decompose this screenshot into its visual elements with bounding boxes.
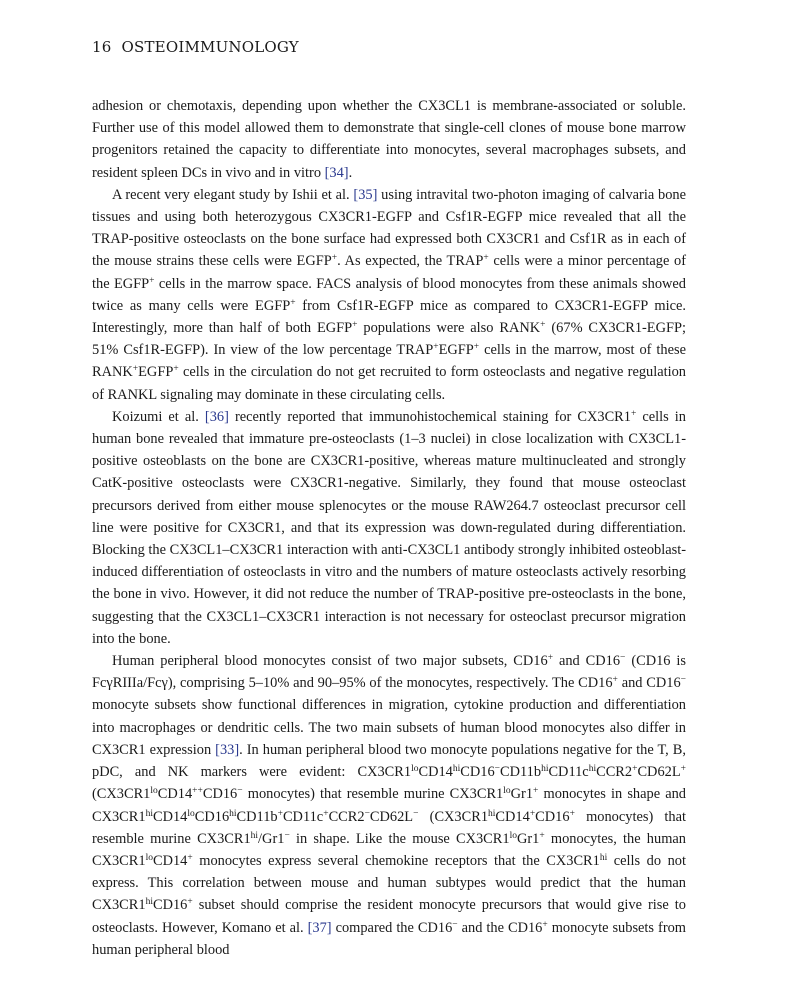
superscript: hi — [145, 808, 153, 819]
superscript: + — [173, 364, 179, 375]
text-run: CD14 — [418, 764, 453, 781]
text-run: (CX3CR1 — [418, 808, 489, 825]
superscript: − — [413, 808, 419, 819]
superscript: + — [352, 320, 358, 331]
text-run: CD14 — [152, 852, 188, 869]
text-run: CD11c — [282, 808, 324, 825]
citation-link[interactable]: [35] — [353, 186, 378, 203]
citation-link[interactable]: [37] — [307, 919, 332, 936]
text-run: CD16 — [152, 897, 188, 914]
text-run: in shape. Like the mouse CX3CR1 — [289, 830, 510, 847]
superscript: − — [284, 830, 290, 841]
text-run: monocyte subsets show functional differences in migration, cytokine production and differentiation into macrophages or dendritic cells. The two main subsets of human blood monocytes also differ in CX3CR1 expression — [92, 697, 686, 758]
text-run: and CD16 — [617, 675, 681, 692]
citation-link[interactable]: [36] — [204, 408, 229, 425]
superscript: lo — [503, 786, 511, 797]
text-run: subset should comprise the resident monocyte precursors that would give rise to osteoclasts. However, Komano et al. — [92, 897, 686, 936]
superscript: − — [452, 919, 458, 930]
superscript: hi — [588, 764, 597, 775]
text-run: Human peripheral blood monocytes consist of two major subsets, CD16 — [112, 653, 548, 670]
text-run: CD16 — [202, 786, 238, 803]
superscript: + — [632, 764, 638, 775]
text-run: . As expected, the TRAP — [337, 253, 484, 270]
text-run: monocyte subsets from human peripheral blood — [92, 919, 686, 958]
text-run: CD62L — [637, 764, 681, 781]
paragraph-1 — [92, 95, 686, 184]
text-run: CCR2 — [328, 808, 365, 825]
superscript: − — [364, 808, 370, 819]
text-run: Koizumi et al. — [112, 408, 205, 425]
superscript: hi — [452, 764, 461, 775]
text-run: monocytes express several chemokine receptors that the CX3CR1 — [192, 852, 600, 869]
text-run: recently reported that immunohistochemical staining for CX3CR1 — [228, 408, 631, 425]
text-run: populations were also RANK — [357, 320, 541, 337]
text-run: monocytes) that resemble murine CX3CR1 — [242, 786, 504, 803]
superscript: + — [569, 808, 575, 819]
superscript: + — [149, 275, 155, 286]
paragraph-4 — [92, 650, 686, 961]
superscript: − — [237, 786, 243, 797]
superscript: lo — [187, 808, 195, 819]
superscript: hi — [145, 897, 153, 908]
superscript: + — [433, 342, 439, 353]
running-head-title: OSTEOIMMUNOLOGY — [121, 38, 299, 56]
superscript: lo — [145, 852, 153, 863]
text-run: . In human peripheral blood two monocyte populations negative for the T, B, pDC, and NK markers were evident: CX3CR1 — [92, 741, 686, 781]
text-run: (67% CX3CR1-EGFP; 51% Csf1R-EGFP). In view of the low percentage TRAP — [92, 320, 686, 359]
superscript: hi — [250, 830, 259, 841]
superscript: hi — [541, 764, 549, 775]
text-run: Gr1 — [516, 830, 540, 847]
text-run: compared the CD16 — [331, 919, 453, 936]
text-run: monocytes) that resemble murine CX3CR1 — [92, 808, 687, 847]
paragraph-3 — [92, 406, 686, 650]
text-run: (CX3CR1 — [92, 786, 151, 803]
superscript: lo — [411, 764, 419, 775]
superscript: + — [612, 675, 618, 686]
text-run: CD14 — [152, 808, 188, 825]
text-run: EGFP — [138, 364, 174, 381]
body-text — [92, 95, 686, 961]
text-run: CD11c — [548, 764, 589, 781]
page-number: 16 — [92, 38, 112, 56]
text-run: CD11b — [236, 808, 278, 825]
text-run: CD14 — [157, 786, 193, 803]
superscript: + — [290, 297, 296, 308]
superscript: + — [187, 897, 193, 908]
text-run: (CD16 is FcγRIIIa/Fcγ), comprising 5–10% and 90–95% of the monocytes, respectively. The CD16 — [92, 653, 687, 692]
text-run: . — [348, 164, 353, 181]
superscript: + — [539, 830, 545, 841]
text-run: CD62L — [369, 808, 414, 825]
text-run: Gr1 — [510, 786, 534, 803]
superscript: + — [132, 364, 139, 375]
text-run: EGFP — [438, 342, 474, 359]
text-run: CCR2 — [596, 764, 633, 781]
text-run: from Csf1R-EGFP mice as compared to CX3CR1-EGFP mice. Interestingly, more than half of both EGFP — [92, 297, 686, 337]
text-run: cells in the marrow space. FACS analysis of blood monocytes from these animals showed twice as many cells were EGFP — [92, 275, 686, 314]
superscript: + — [331, 253, 338, 264]
text-run: /Gr1 — [258, 830, 285, 847]
text-run: cells in human bone revealed that immature pre-osteoclasts (1–3 nuclei) in close localization with CX3CL1-positive osteoblasts on the bone are CX3CR1-positive, whereas mature multinucleated and strongly CatK-positive osteoclasts were CX3CR1-negative. Similarly, they found that mouse osteoclast precursors derived from either mouse splenocytes or the mouse RAW264.7 osteoclast precursor cell line were positive for CX3CR1, and that its expression was down-regulated during differentiation. Blocking the CX3CL1–CX3CR1 interaction with anti-CX3CL1 antibody strongly inhibited osteoblast-induced differentiation of osteoclasts in vitro and the numbers of mature osteoclasts actively resorbing the bone in vivo. However, it did not reduce the number of TRAP-positive pre-osteoclasts in the bone, suggesting that the CX3CL1–CX3CR1 interaction is not necessary for osteoclast precursor migration into the bone. — [92, 408, 687, 647]
citation-link[interactable]: [33] — [215, 741, 240, 758]
superscript: + — [529, 808, 536, 819]
superscript: hi — [599, 852, 608, 863]
superscript: − — [620, 653, 626, 664]
text-run: CD11b — [500, 764, 542, 781]
superscript: ++ — [192, 786, 203, 797]
superscript: hi — [229, 808, 237, 819]
superscript: lo — [150, 786, 158, 797]
text-run: cells in the circulation do not get recruited to form osteoclasts and negative regulation of RANKL signaling may dominate in these circulating cells. — [92, 364, 686, 403]
text-run: CD16 — [535, 808, 570, 825]
superscript: + — [533, 786, 539, 797]
text-run: and the CD16 — [457, 919, 543, 936]
superscript: + — [680, 764, 686, 775]
text-run: A recent very elegant study by Ishii et al. — [112, 186, 354, 203]
text-run: CD14 — [495, 808, 530, 825]
running-head — [92, 38, 299, 56]
text-run: cells in the marrow, most of these RANK — [92, 342, 686, 381]
superscript: + — [187, 852, 193, 863]
superscript: − — [494, 764, 501, 775]
superscript: + — [540, 320, 546, 331]
paragraph-2 — [92, 184, 686, 406]
text-run: CD16 — [194, 808, 230, 825]
superscript: + — [277, 808, 283, 819]
text-run: monocytes in shape and CX3CR1 — [92, 786, 686, 825]
text-run: and CD16 — [553, 653, 621, 670]
superscript: + — [542, 919, 548, 930]
superscript: − — [680, 675, 686, 686]
text-run: CD16 — [460, 764, 495, 781]
text-run: cells were a minor percentage of the EGFP — [92, 253, 687, 292]
superscript: + — [473, 342, 480, 353]
text-run: cells do not express. This correlation between mouse and human subtypes would predict that the human CX3CR1 — [92, 852, 686, 914]
text-run: using intravital two-photon imaging of calvaria bone tissues and using both heterozygous CX3CR1-EGFP and Csf1R-EGFP mice revealed that all the TRAP-positive osteoclasts on the bone surface had expressed both CX3CR1 and Csf1R as in each of the mouse strains these cells were EGFP — [92, 186, 686, 270]
text-run: monocytes, the human CX3CR1 — [92, 830, 686, 869]
text-run: adhesion or chemotaxis, depending upon whether the CX3CL1 is membrane-associated or soluble. Further use of this model allowed them to demonstrate that single-cell clones of mouse bone marrow progenitors retained the capacity to differentiate into monocytes, several macrophages subsets, and resident spleen DCs in vivo and in vitro — [92, 98, 686, 181]
superscript: + — [547, 653, 554, 664]
superscript: + — [630, 408, 637, 419]
superscript: lo — [509, 830, 517, 841]
citation-link[interactable]: [34] — [324, 164, 349, 181]
superscript: hi — [488, 808, 496, 819]
superscript: + — [483, 253, 489, 264]
superscript: + — [323, 808, 329, 819]
